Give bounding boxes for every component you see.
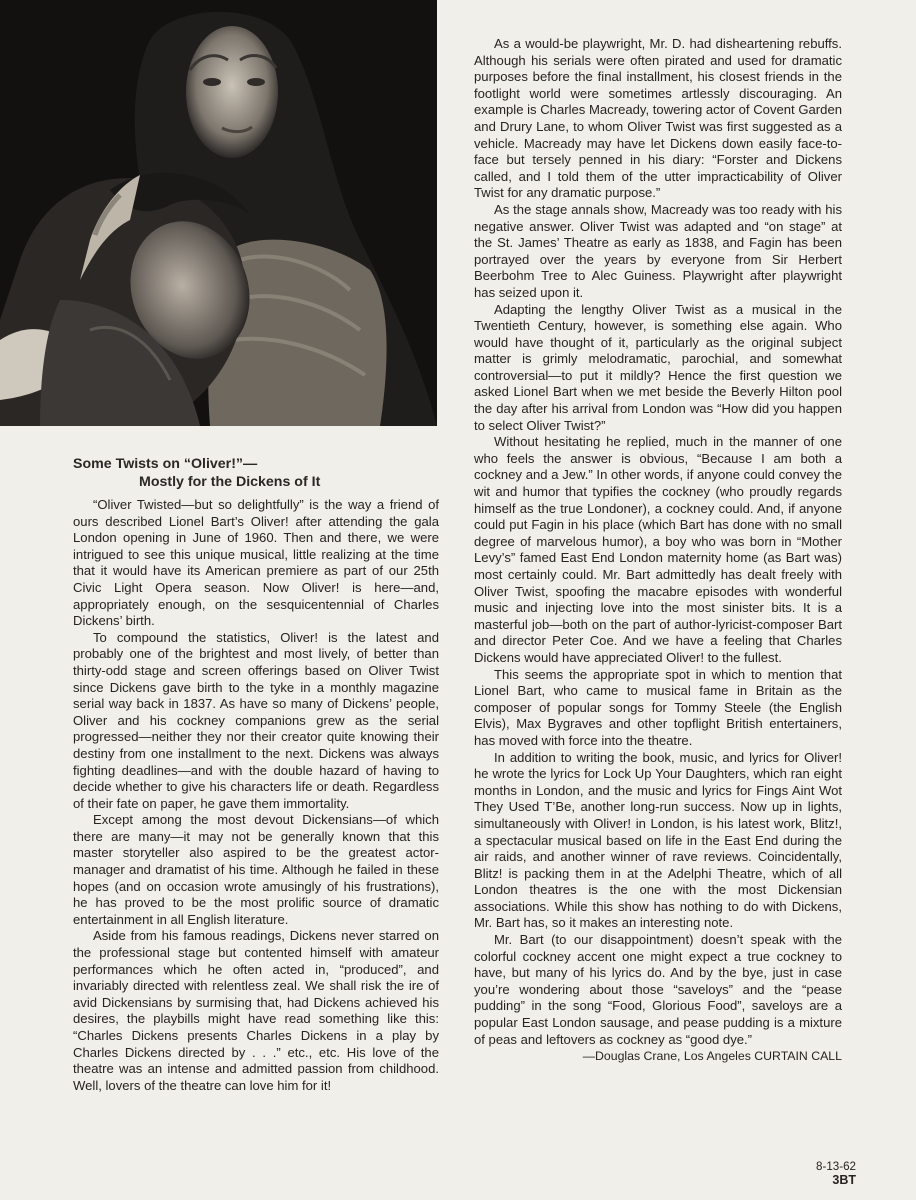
issue-date: 8-13-62 xyxy=(816,1160,856,1173)
paragraph: Mr. Bart (to our disappointment) doesn’t speak with the colorful cockney accent one might expect a true cockney to have, but many of his lyrics do. And by the bye, just in case you’re wondering about those “saveloys” and the “pease pudding” in the song “Food, Glorious Food”, saveloys are a popular East London sausage, and pease pudding is a mixture of peas and leftovers as cockney as “good dye.” xyxy=(474,932,842,1047)
stage-photo-illustration xyxy=(0,0,437,426)
author-signature: —Douglas Crane, Los Angeles CURTAIN CALL xyxy=(582,1049,842,1064)
right-column xyxy=(474,36,842,1065)
paragraph: In addition to writing the book, music, and lyrics for Oliver! he wrote the lyrics for Lock Up Your Daughters, which ran eight months in London, and the music and lyrics for Fings Aint Wot They Used T’Be, another long-run success. Now up in lights, simultaneously with Oliver! in London, is his latest work, Blitz!, a spectacular musical based on life in the East End during the air raids, and another winner of rave reviews. Coincidentally, Blitz! is packing them in at the Adelphi Theatre, which of all London theatres is the one with the most Dickensian associations. While this show has nothing to do with Dickens, Mr. Bart has, so it makes an interesting note. xyxy=(474,749,842,931)
signature-row xyxy=(474,1048,842,1065)
headline-line-2: Mostly for the Dickens of It xyxy=(139,474,321,490)
paragraph: This seems the appropriate spot in which to mention that Lionel Bart, who came to musical fame in Britain as the composer of popular songs for Tommy Steele (the English Elvis), Max Bygraves and other topflight British entertainers, has moved with force into the theatre. xyxy=(474,666,842,748)
page-number: 3BT xyxy=(832,1172,856,1187)
paragraph: “Oliver Twisted—but so delightfully” is the way a friend of ours described Lionel Bart’s Oliver! after attending the gala London opening in June of 1960. Then and there, we were intrigued to see this unique musical, little realizing at the time that it would have its American premiere as part of our 25th Civic Light Opera season. Now Oliver! is here—and, appropriately enough, on the sesquicentennial of Charles Dickens’ birth. xyxy=(73,497,439,629)
paragraph: Adapting the lengthy Oliver Twist as a musical in the Twentieth Century, however, is something else again. Who would have thought of it, particularly as the original subject matter is grimly melodramatic, parochial, and somewhat controversial—to put it mildly? Hence the first question we asked Lionel Bart when we met beside the Beverly Hilton pool the day after his arrival from London was “How did you happen to select Oliver Twist?” xyxy=(474,301,842,433)
article-headline xyxy=(73,455,439,491)
paragraph: Without hesitating he replied, much in the manner of one who feels the answer is obvious, “Because I am both a cockney and a Jew.” In other words, if anyone could convey the wit and humor that typifies the cockney (who proudly regards himself as the true Londoner), a cockney could. And, if anyone could put Fagin in his place (which Bart has done with no small degree of marvelous humor), a boy who was born in “Mother Levy’s” famed East End London maternity home (as Bart was) most certainly could. Mr. Bart admittedly has dealt freely with Oliver Twist, spoofing the macabre episodes with wonderful music and injecting love into the most sinister bits. It is a masterful job—both on the part of author-lyricist-composer Bart and director Peter Coe. And we have a feeling that Charles Dickens would have appreciated Oliver! to the fullest. xyxy=(474,434,842,665)
page-footer xyxy=(816,1160,856,1187)
paragraph: As the stage annals show, Macready was too ready with his negative answer. Oliver Twist was adapted and “on stage” at the St. James’ Theatre as early as 1838, and Fagin has been portrayed over the years by everyone from Sir Herbert Beerbohm Tree to Alec Guiness. Playwright after playwright has seized upon it. xyxy=(474,201,842,300)
stage-photo xyxy=(0,0,437,426)
paragraph: To compound the statistics, Oliver! is the latest and probably one of the brightest and most lively, of better than thirty-odd stage and screen offerings based on Oliver Twist since Dickens gave birth to the tyke in a monthly magazine serial way back in 1837. As have so many of Dickens’ people, Oliver and his cockney companions grew as the serial progressed—neither they nor their creator quite knowing their destiny from one installment to the next. Dickens was always fighting deadlines—and with the double hazard of having to decide whether to give his characters life or death. Regardless of their fate on paper, he gave them immortality. xyxy=(73,629,439,811)
left-column xyxy=(73,497,439,1094)
paragraph: As a would-be playwright, Mr. D. had disheartening rebuffs. Although his serials were often pirated and used for dramatic purposes before the final installment, his closest friends in the footlight world were sometimes artlessly discouraging. An example is Charles Macready, towering actor of Covent Garden and Drury Lane, to whom Oliver Twist was first suggested as a vehicle. Macready may have let Dickens down easily face-to-face but tersely penned in his diary: “Forster and Dickens called, and I told them of the utter impracticability of Oliver Twist for any dramatic purpose.” xyxy=(474,36,843,201)
headline-line-1: Some Twists on “Oliver!”— xyxy=(73,456,258,472)
paragraph: Aside from his famous readings, Dickens never starred on the professional stage but contented himself with amateur performances which he often acted in, “produced”, and invariably directed with relentless zeal. We shall risk the ire of avid Dickensians by surmising that, had Dickens achieved his desires, the playbills might have read something like this: “Charles Dickens presents Charles Dickens in a play by Charles Dickens directed by . . .” etc., etc. His love of the theatre was an intense and admitted passion from childhood. Well, lovers of the theatre can love him for it! xyxy=(73,928,439,1093)
paragraph: Except among the most devout Dickensians—of which there are many—it may not be generally known that this master storyteller also aspired to be the greatest actor-manager and dramatist of his time. Although he failed in these hopes (and on occasion wrote amusingly of his frustrations), he has proved to be the most prolific source of dramatic entertainment in all English literature. xyxy=(73,812,439,927)
